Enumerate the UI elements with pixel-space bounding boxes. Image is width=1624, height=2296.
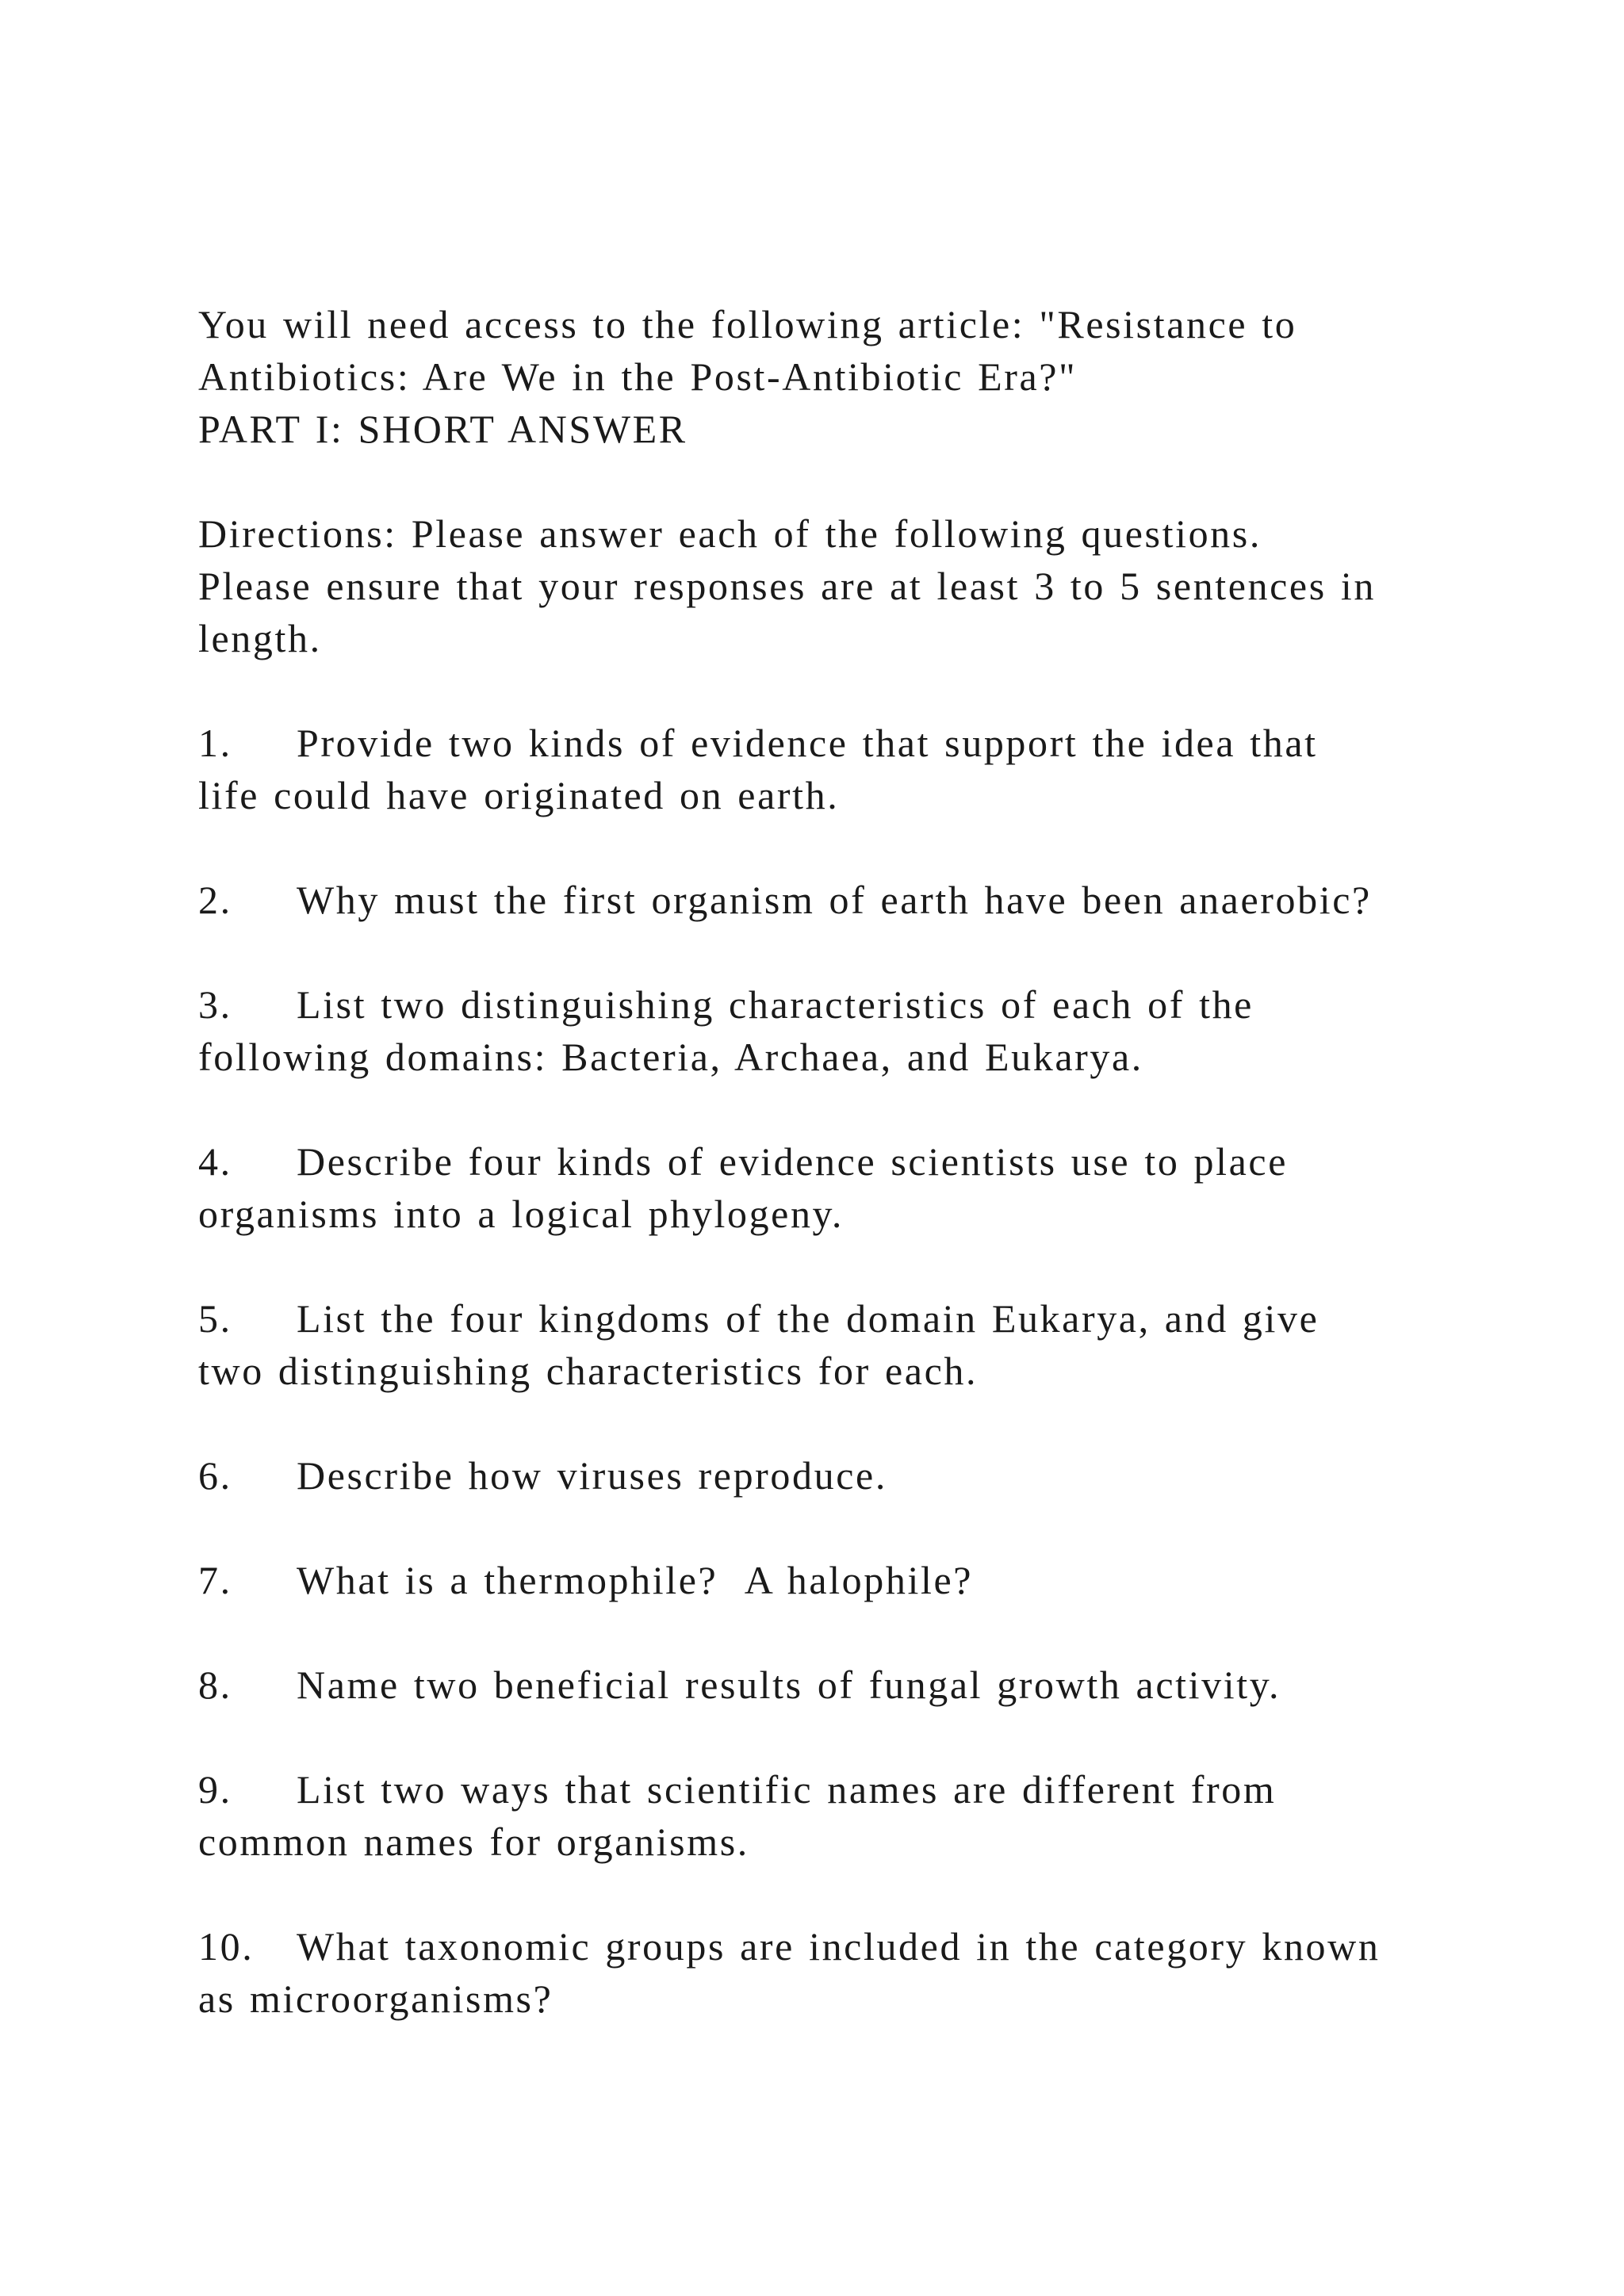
- question-3: [198, 978, 1451, 1083]
- spacer: [198, 664, 1451, 717]
- directions-line: length.: [198, 616, 322, 660]
- question-line: [198, 717, 1451, 769]
- question-text: List two ways that scientific names are different from: [297, 1767, 1277, 1812]
- spacer: [198, 1868, 1451, 1920]
- question-line: [198, 1920, 1451, 1973]
- question-1: [198, 717, 1451, 821]
- directions-line: Please ensure that your responses are at least 3 to 5 sentences in: [198, 564, 1376, 608]
- question-number: 1.: [198, 721, 232, 765]
- part-heading: PART I: SHORT ANSWER: [198, 407, 688, 451]
- question-number: 10.: [198, 1924, 255, 1969]
- question-number: 8.: [198, 1663, 232, 1707]
- question-text: as microorganisms?: [198, 1976, 553, 2021]
- question-line: [198, 1449, 1451, 1502]
- intro-line: You will need access to the following article: "Resistance to: [198, 302, 1297, 346]
- spacer: [198, 1083, 1451, 1135]
- question-6: [198, 1449, 1451, 1502]
- question-text: two distinguishing characteristics for each.: [198, 1349, 979, 1393]
- question-line: [198, 1135, 1451, 1188]
- question-number: 4.: [198, 1139, 232, 1184]
- spacer: [198, 1711, 1451, 1763]
- spacer: [198, 1502, 1451, 1554]
- question-text: common names for organisms.: [198, 1820, 749, 1864]
- question-number: 7.: [198, 1558, 232, 1602]
- question-text: What taxonomic groups are included in the category known: [297, 1924, 1381, 1969]
- intro-line: Antibiotics: Are We in the Post-Antibiotic Era?": [198, 354, 1078, 399]
- spacer: [198, 1397, 1451, 1449]
- question-text: List the four kingdoms of the domain Eukarya, and give: [297, 1296, 1320, 1341]
- question-number: 9.: [198, 1767, 232, 1812]
- question-text: life could have originated on earth.: [198, 773, 840, 817]
- question-line: [198, 1659, 1451, 1711]
- question-line: [198, 1292, 1451, 1345]
- document-page: [198, 298, 1451, 2025]
- question-2: [198, 874, 1451, 926]
- question-number: 5.: [198, 1296, 232, 1341]
- question-5: [198, 1292, 1451, 1397]
- question-9: [198, 1763, 1451, 1868]
- spacer: [198, 1606, 1451, 1659]
- question-text: List two distinguishing characteristics of each of the: [297, 982, 1254, 1027]
- question-text: following domains: Bacteria, Archaea, and Eukarya.: [198, 1035, 1143, 1079]
- question-8: [198, 1659, 1451, 1711]
- question-text: Describe how viruses reproduce.: [297, 1453, 887, 1498]
- question-line: [198, 978, 1451, 1031]
- question-line: [198, 1554, 1451, 1606]
- question-text: Why must the first organism of earth have been anaerobic?: [297, 878, 1372, 922]
- question-4: [198, 1135, 1451, 1240]
- spacer: [198, 821, 1451, 874]
- question-number: 2.: [198, 878, 232, 922]
- question-10: [198, 1920, 1451, 2025]
- spacer: [198, 1240, 1451, 1292]
- question-text: organisms into a logical phylogeny.: [198, 1192, 845, 1236]
- directions-line: Directions: Please answer each of the following questions.: [198, 511, 1262, 556]
- question-text: What is a thermophile? A halophile?: [297, 1558, 974, 1602]
- question-text: Name two beneficial results of fungal growth activity.: [297, 1663, 1281, 1707]
- question-line: [198, 1763, 1451, 1816]
- question-number: 3.: [198, 982, 232, 1027]
- spacer: [198, 926, 1451, 978]
- question-text: Provide two kinds of evidence that support the idea that: [297, 721, 1318, 765]
- question-line: [198, 874, 1451, 926]
- question-text: Describe four kinds of evidence scientists use to place: [297, 1139, 1288, 1184]
- question-7: [198, 1554, 1451, 1606]
- question-number: 6.: [198, 1453, 232, 1498]
- spacer: [198, 455, 1451, 507]
